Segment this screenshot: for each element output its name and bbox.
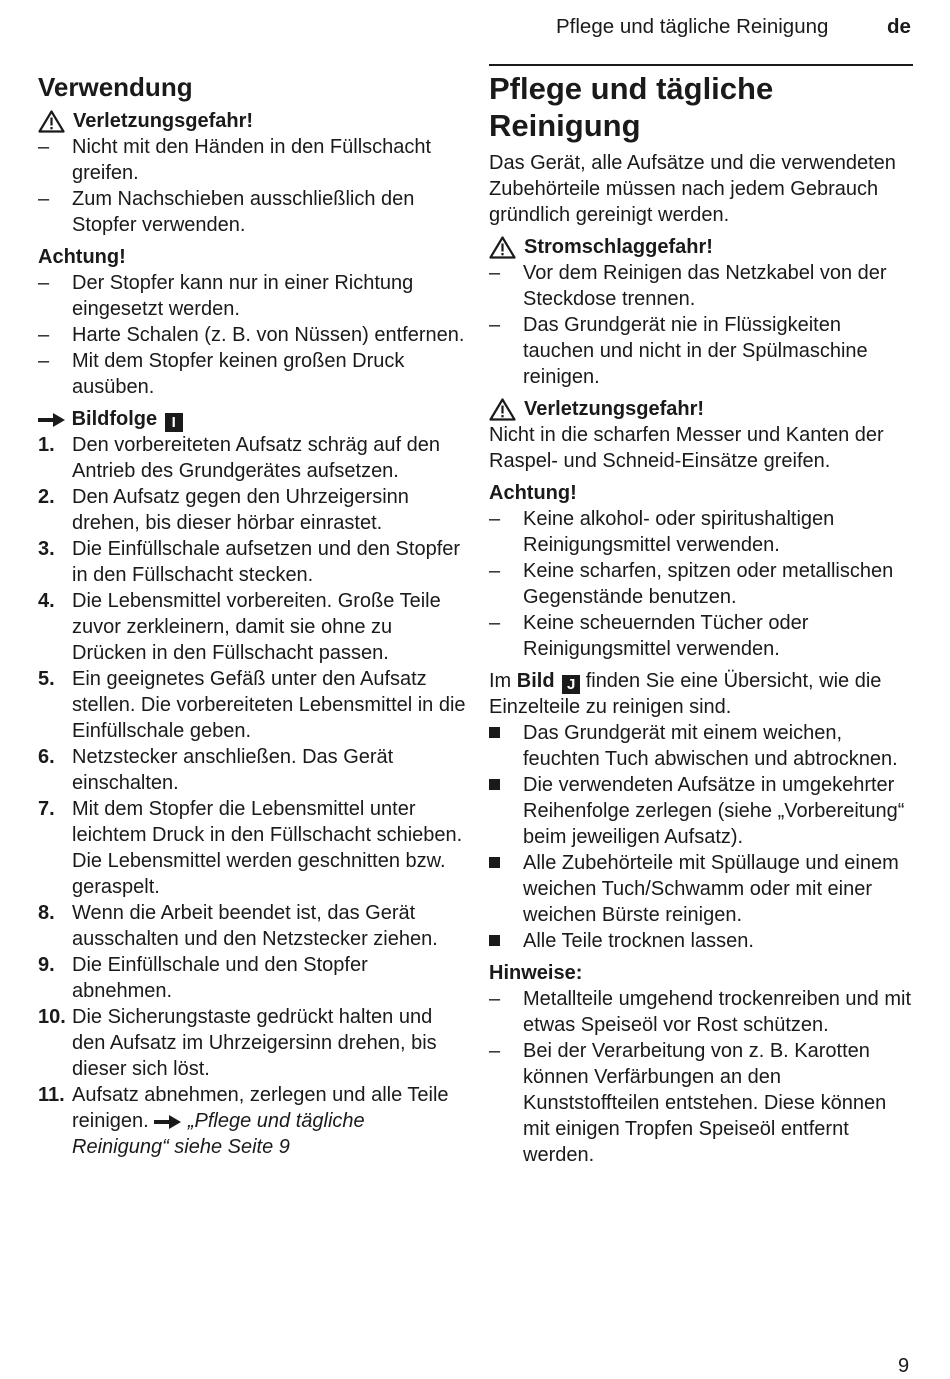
figure-letter-badge: J <box>562 675 580 694</box>
list-item: – Das Grundgerät nie in Flüssigkeiten tauchen und nicht in der Spülmaschine reinigen. <box>489 314 868 388</box>
list-item: – Bei der Verarbeitung von z. B. Karotten können Verfärbungen an den Kunststoffteilen entstehen. Diese können mit einigen Tropfen Speiseöl entfernt werden. <box>489 1040 887 1166</box>
attention-label: Achtung! <box>38 246 126 268</box>
warning-triangle-icon <box>489 236 516 259</box>
arrow-right-icon <box>38 412 66 428</box>
list-item: – Nicht mit den Händen in den Füllschacht greifen. <box>38 136 432 184</box>
notes-label: Hinweise: <box>489 962 583 984</box>
warning-triangle-icon <box>489 398 516 421</box>
warning-injury-heading: Verletzungsgefahr! <box>489 396 914 422</box>
list-item: 2. Den Aufsatz gegen den Uhrzeigersinn drehen, bis dieser hörbar einrastet. <box>38 486 409 534</box>
list-item: 3. Die Einfüllschale aufsetzen und den Stopfer in den Füllschacht stecken. <box>38 538 461 586</box>
list-item: 5. Ein geeignetes Gefäß unter den Aufsatz stellen. Die vorbereiteten Lebensmittel in die Einfüllschale geben. <box>38 668 466 742</box>
warning-injury-text: Nicht in die scharfen Messer und Kanten der Raspel- und Schneid-Einsätze greifen. <box>489 424 884 472</box>
list-item: 9. Die Einfüllschale und den Stopfer abnehmen. <box>38 954 368 1002</box>
list-item: Alle Zubehörteile mit Spüllauge und einem weichen Tuch/Schwamm oder mit einer weichen Bürste reinigen. <box>489 850 914 928</box>
warning-triangle-icon <box>38 110 65 133</box>
attention-label: Achtung! <box>489 482 577 504</box>
square-bullet-icon <box>489 772 523 850</box>
list-item: – Zum Nachschieben ausschließlich den Stopfer verwenden. <box>38 188 415 236</box>
list-item: Die verwendeten Aufsätze in umgekehrter Reihenfolge zerlegen (siehe „Vorbereitung“ beim jeweiligen Aufsatz). <box>489 772 914 850</box>
list-item: – Vor dem Reinigen das Netzkabel von der Steckdose trennen. <box>489 262 887 310</box>
list-item: – Metallteile umgehend trockenreiben und mit etwas Speiseöl vor Rost schützen. <box>489 988 911 1036</box>
section-title-verwendung: Verwendung <box>38 72 193 102</box>
list-item: – Keine scheuernden Tücher oder Reinigungsmittel verwenden. <box>489 612 809 660</box>
warning-label: Verletzungsgefahr! <box>73 110 254 132</box>
cross-reference-link: „Pflege und tägliche Reinigung“ siehe Seite 9 <box>72 1110 365 1158</box>
list-item: Das Grundgerät mit einem weichen, feuchten Tuch abwischen und abtrocknen. <box>489 720 914 772</box>
arrow-right-icon <box>154 1114 182 1130</box>
list-item: 8. Wenn die Arbeit beendet ist, das Gerät ausschalten und den Netzstecker ziehen. <box>38 902 438 950</box>
warning-injury-heading <box>38 108 466 134</box>
section-title-pflege: Pflege und tägliche Reinigung <box>489 71 774 143</box>
figure-letter-badge: I <box>165 413 183 432</box>
list-item: 7. Mit dem Stopfer die Lebensmittel unter leichtem Druck in den Füllschacht schieben. Die Lebensmittel werden geschnitten bzw. geraspelt. <box>38 798 463 898</box>
list-item: 1. Den vorbereiteten Aufsatz schräg auf den Antrieb des Grundgerätes aufsetzen. <box>38 434 441 482</box>
square-bullet-icon <box>489 720 523 772</box>
list-item: – Mit dem Stopfer keinen großen Druck ausüben. <box>38 350 405 398</box>
square-bullet-icon <box>489 850 523 928</box>
list-item: – Keine scharfen, spitzen oder metallischen Gegenstände benutzen. <box>489 560 894 608</box>
section-rule <box>489 64 913 66</box>
list-item: – Harte Schalen (z. B. von Nüssen) entfernen. <box>38 324 465 346</box>
list-item: – Der Stopfer kann nur in einer Richtung eingesetzt werden. <box>38 272 414 320</box>
steps-list <box>38 432 466 1082</box>
figure-sequence-ref: Bildfolge I <box>38 406 466 432</box>
warning-shock-heading: Stromschlaggefahr! <box>489 234 914 260</box>
list-item: – Keine alkohol- oder spiritushaltigen Reinigungsmittel verwenden. <box>489 508 835 556</box>
list-item: 6. Netzstecker anschließen. Das Gerät einschalten. <box>38 746 394 794</box>
list-item: Alle Teile trocknen lassen. <box>489 928 914 954</box>
list-item: 4. Die Lebensmittel vorbereiten. Große Teile zuvor zerkleinern, damit sie ohne zu Drücken in den Füllschacht passen. <box>38 590 441 664</box>
running-head: Pflege und tägliche Reinigung <box>556 15 829 38</box>
right-column <box>489 64 914 1168</box>
square-bullet-icon <box>489 928 523 954</box>
language-tag: de <box>887 15 911 38</box>
list-item: 10. Die Sicherungstaste gedrückt halten und den Aufsatz im Uhrzeigersinn drehen, bis dieser sich löst. <box>38 1006 437 1080</box>
list-item: 11. Aufsatz abnehmen, zerlegen und alle Teile reinigen. „Pflege und tägliche Reinigung“ siehe Seite 9 <box>38 1084 449 1158</box>
intro-paragraph: Das Gerät, alle Aufsätze und die verwendeten Zubehörteile müssen nach jedem Gebrauch gründlich gereinigt werden. <box>489 152 896 226</box>
left-column <box>38 72 466 1160</box>
figure-paragraph: Im Bild J finden Sie eine Übersicht, wie die Einzelteile zu reinigen sind. <box>489 670 882 718</box>
page-number: 9 <box>898 1355 910 1377</box>
